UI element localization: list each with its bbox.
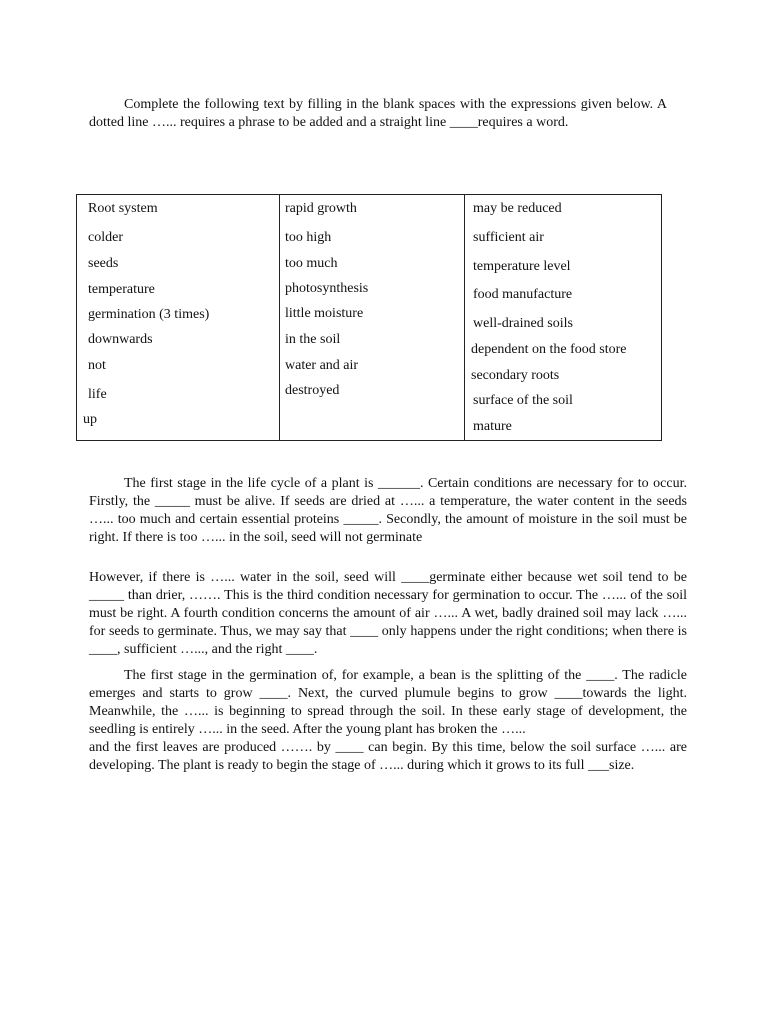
word-bank-item: Root system — [88, 201, 158, 216]
word-bank-item: surface of the soil — [473, 393, 573, 408]
word-bank-item: up — [83, 412, 97, 427]
word-bank-item: temperature level — [473, 259, 571, 274]
word-bank-item: secondary roots — [471, 368, 560, 383]
word-bank-column-1 — [77, 195, 280, 440]
word-bank-item: downwards — [88, 332, 153, 347]
word-bank-item: in the soil — [285, 332, 341, 347]
word-bank-item: sufficient air — [473, 230, 544, 245]
passage-paragraph-2: The first stage in the germination of, for example, a bean is the splitting of the ____. The radicle emerges and starts to grow ____. Next, the curved plumule begins to grow ____towards the light. Meanwhile, the …... is beginning to spread through the soil. In these early stage of development, the seedling is entirely …... in the seed. After the young plant has broken the …... and the first leaves are produced ……. by ____ can begin. By this time, below the soil surface …... are developing. The plant is ready to begin the stage of …... during which it grows to its full ___size. — [89, 668, 687, 773]
word-bank-item: rapid growth — [285, 201, 357, 216]
word-bank-item: not — [88, 358, 106, 373]
word-bank-item: dependent on the food store — [471, 342, 627, 357]
word-bank-item: may be reduced — [473, 201, 562, 216]
passage-paragraph-1: The first stage in the life cycle of a plant is ______. Certain conditions are necessary for to occur. Firstly, the _____ must be alive. If seeds are dried at …... a temperature, the water content in the seeds …... too much and certain essential proteins _____. Secondly, the amount of moisture in the soil must be right. If there is too …... in the soil, seed will not germinate — [89, 476, 687, 545]
word-bank-item: little moisture — [285, 306, 364, 321]
word-bank-column-2 — [279, 195, 465, 440]
word-bank-table — [76, 194, 662, 441]
word-bank-item: too much — [285, 256, 338, 271]
instructions: Complete the following text by filling in the blank spaces with the expressions given below. A dotted line …... requires a phrase to be added and a straight line ____requires a word. — [89, 97, 667, 130]
word-bank-column-3 — [464, 195, 661, 440]
word-bank-item: destroyed — [285, 383, 340, 398]
word-bank-item: water and air — [285, 358, 359, 373]
word-bank-item: mature — [473, 419, 512, 434]
word-bank-item: well-drained soils — [473, 316, 573, 331]
word-bank-item: photosynthesis — [285, 281, 369, 296]
word-bank-item: temperature — [88, 282, 155, 297]
word-bank-item: seeds — [88, 256, 119, 271]
word-bank-item: too high — [285, 230, 332, 245]
word-bank-item: food manufacture — [473, 287, 573, 302]
passage-paragraph-1-continued: However, if there is …... water in the soil, seed will ____germinate either because wet soil tend to be _____ than drier, ……. This is the third condition necessary for germination to occur. The …... of the soil must be right. A fourth condition concerns the amount of air …... A wet, badly drained soil may lack …... for seeds to germinate. Thus, we may say that ____ only happens under the right conditions; when there is ____, sufficient …..., and the right ____. — [89, 570, 687, 657]
word-bank-item: germination (3 times) — [88, 307, 210, 322]
word-bank-item: colder — [88, 230, 123, 245]
word-bank-item: life — [88, 387, 107, 402]
